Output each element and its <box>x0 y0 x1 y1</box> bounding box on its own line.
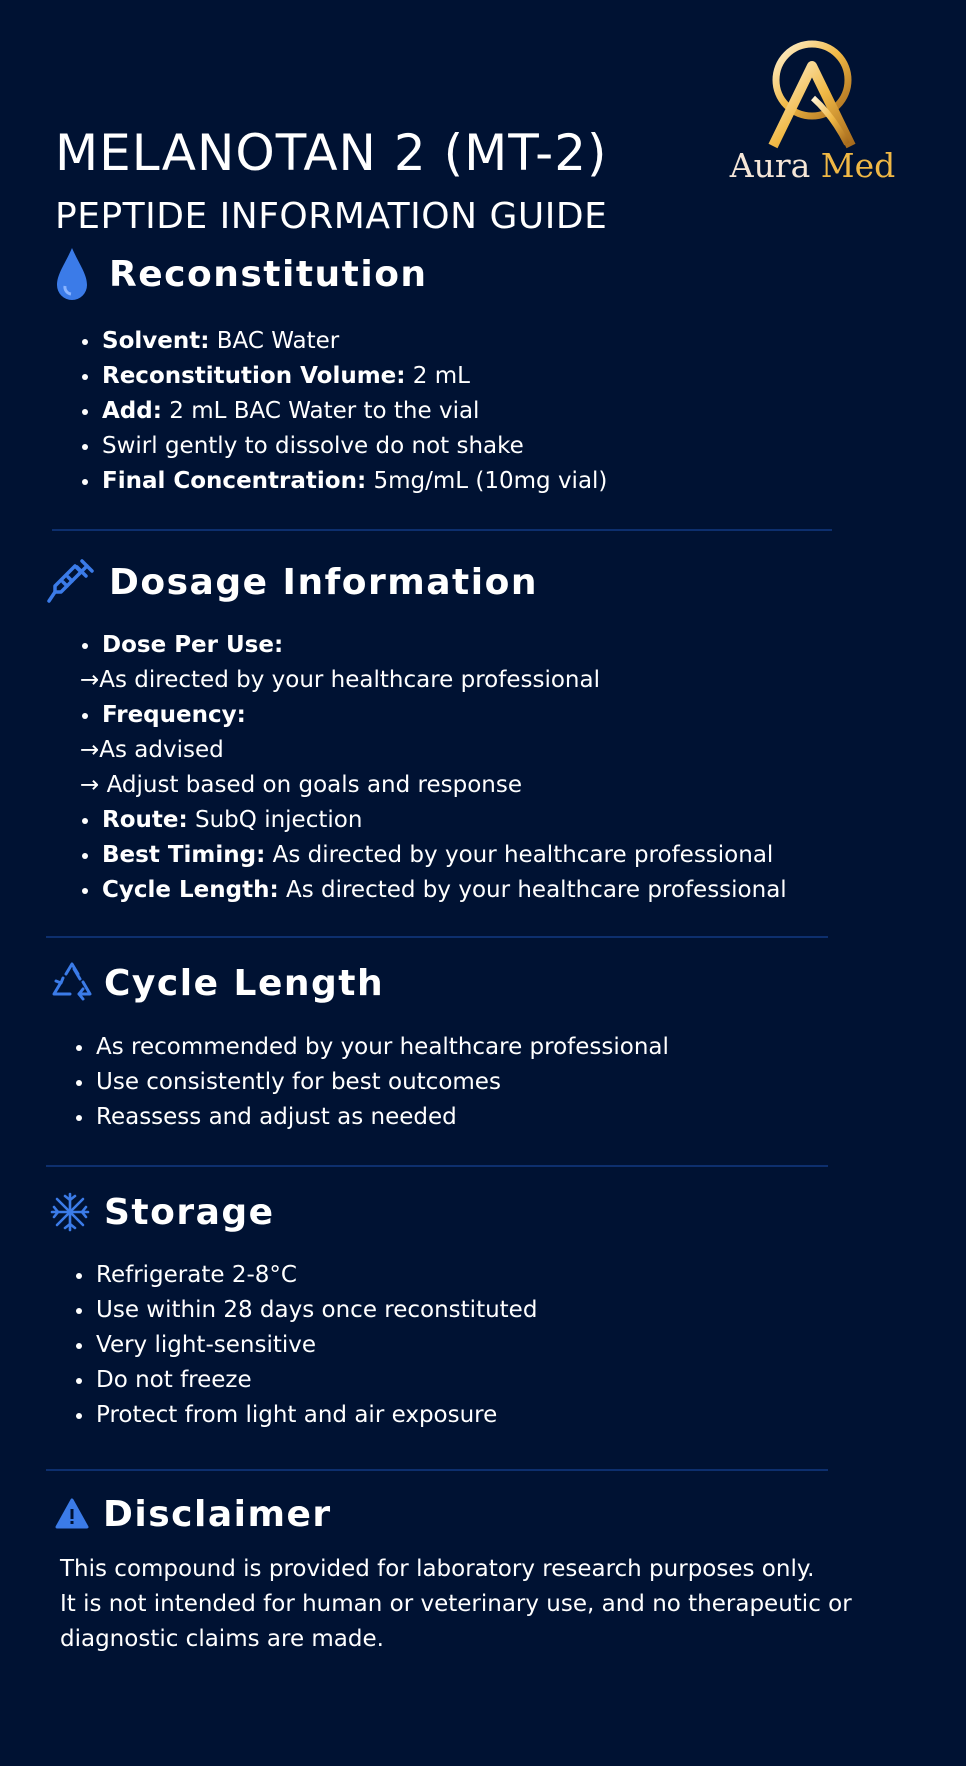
list-item: Route: SubQ injection <box>102 803 787 838</box>
list-item: Reassess and adjust as needed <box>96 1100 669 1135</box>
dosage-list <box>80 628 787 908</box>
disclaimer-line: It is not intended for human or veterinary use, and no therapeutic or <box>60 1591 852 1617</box>
disclaimer-header <box>55 1490 332 1538</box>
warning-icon <box>55 1490 93 1538</box>
recycle-icon <box>50 959 94 1007</box>
dosage-header <box>46 558 538 606</box>
water-drop-icon <box>55 250 95 298</box>
disclaimer-line: diagnostic claims are made. <box>60 1626 384 1652</box>
list-item: Solvent: BAC Water <box>102 324 607 359</box>
list-note: → Adjust based on goals and response <box>80 772 522 798</box>
list-note: →As advised <box>80 737 224 763</box>
disclaimer-text <box>60 1552 900 1657</box>
list-item: Use consistently for best outcomes <box>96 1065 669 1100</box>
list-item: Final Concentration: 5mg/mL (10mg vial) <box>102 464 607 499</box>
section-divider <box>46 1469 828 1471</box>
list-item: Refrigerate 2-8°C <box>96 1258 537 1293</box>
list-item: Cycle Length: As directed by your healthcare professional <box>102 873 787 908</box>
list-item: Protect from light and air exposure <box>96 1398 537 1433</box>
section-divider <box>46 1165 828 1167</box>
page-title: MELANOTAN 2 (MT-2) <box>55 124 608 182</box>
list-note: →As directed by your healthcare professional <box>80 667 600 693</box>
list-item: As recommended by your healthcare professional <box>96 1030 669 1065</box>
section-divider <box>46 936 828 938</box>
cycle-header <box>50 959 384 1007</box>
reconstitution-header <box>55 250 428 298</box>
disclaimer-title: Disclaimer <box>103 1493 332 1535</box>
list-item: Best Timing: As directed by your healthcare professional <box>102 838 787 873</box>
list-item: Swirl gently to dissolve do not shake <box>102 429 607 464</box>
cycle-title: Cycle Length <box>104 962 385 1004</box>
reconstitution-title: Reconstitution <box>109 253 428 295</box>
reconstitution-list <box>102 324 607 499</box>
storage-list <box>96 1258 537 1433</box>
list-item: Dose Per Use: <box>102 628 787 663</box>
list-item: Very light-sensitive <box>96 1328 537 1363</box>
list-item: Reconstitution Volume: 2 mL <box>102 359 607 394</box>
auramed-logo <box>715 38 910 188</box>
storage-title: Storage <box>104 1191 275 1233</box>
cycle-list <box>96 1030 669 1135</box>
syringe-icon <box>46 558 96 606</box>
page-subtitle: PEPTIDE INFORMATION GUIDE <box>55 196 608 237</box>
list-item: Use within 28 days once reconstituted <box>96 1293 537 1328</box>
list-item: Frequency: <box>102 698 787 733</box>
snowflake-icon <box>50 1188 94 1236</box>
dosage-title: Dosage Information <box>109 561 538 603</box>
logo-emblem-icon <box>715 38 910 150</box>
list-item: Do not freeze <box>96 1363 537 1398</box>
section-divider <box>52 529 832 531</box>
storage-header <box>50 1188 275 1236</box>
logo-wordmark: Aura Med <box>729 146 896 185</box>
list-item: Add: 2 mL BAC Water to the vial <box>102 394 607 429</box>
disclaimer-line: This compound is provided for laboratory research purposes only. <box>60 1556 815 1582</box>
